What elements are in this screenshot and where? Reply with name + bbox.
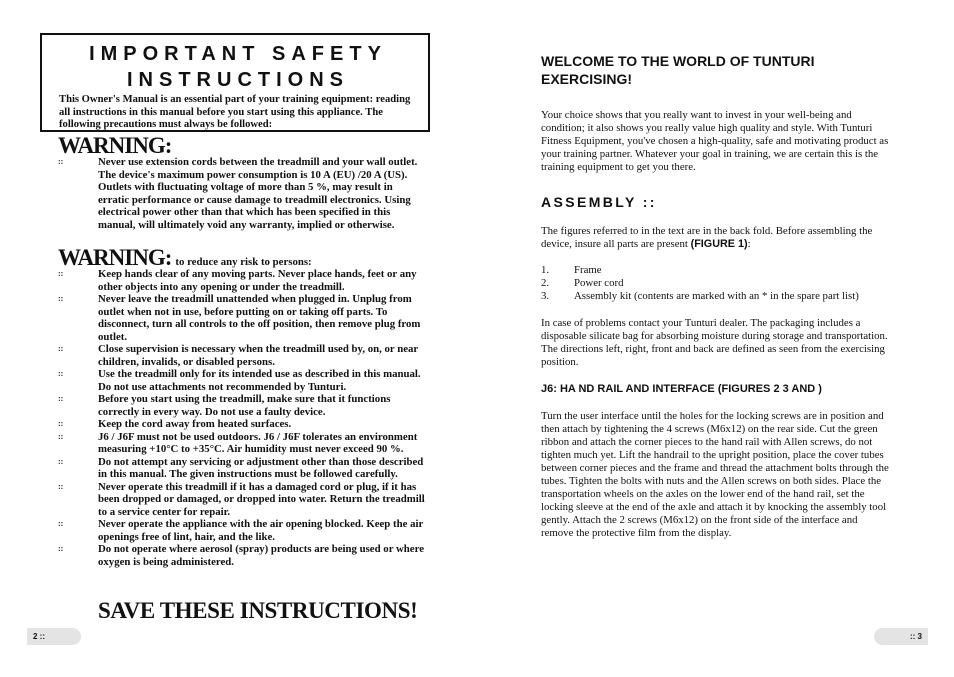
handrail-heading: J6: HA ND RAIL AND INTERFACE (FIGURES 2 3 AND ) [541,383,822,395]
bullet-marker: :: [58,344,64,353]
safety-title: IMPORTANT SAFETY INSTRUCTIONS [89,43,387,91]
bullet-marker: :: [58,369,64,378]
safety-rule [58,518,426,543]
safety-rule [58,156,426,231]
safety-rule-text: Never operate this treadmill if it has a damaged cord or plug, if it has been dropped or damaged, or dropped into water. Return the treadmill to a service center for repair. [98,480,425,518]
bullet-marker: :: [58,419,64,428]
bullet-marker: :: [58,456,64,466]
bullet-marker: :: [58,157,64,166]
safety-rule [58,543,426,568]
safety-rule [58,481,426,519]
right-page [477,0,954,677]
assembly-intro [541,225,891,251]
safety-rule-text: Do not operate where aerosol (spray) products are being used or where oxygen is being administered. [98,543,424,568]
safety-intro: This Owner's Manual is an essential part of your training equipment: reading all instructions in this manual before you start using this appliance. The following precautions must always be followed: [59,94,411,131]
safety-rule [58,343,426,368]
safety-instructions-box [40,33,430,132]
bullet-marker: :: [58,481,64,491]
parts-item-text: Frame [574,264,602,276]
parts-item-number: 1. [541,264,550,276]
safety-rule-text: Close supervision is necessary when the treadmill used by, on, or near children, invalids, or disabled persons. [98,343,419,368]
handrail-paragraph: Turn the user interface until the holes for the locking screws are in position and then attach by tightening the 4 screws (M6x12) on the rear side. Cut the green ribbon and attach the corner pieces to the hand rail with Allen screws, do not tighten much yet. Lift the handrail to the upright position, place the cover tubes between corner pieces and the frame and thread the attachment bolts through the tubes. Tighten the bolts with nuts and the Allen screws on both sides. Place the transportation wheels on the axles on the lower end of the hand rail, set the locking sleeve at the end of the axle and attach it by knocking the assembly tool gently. Attach the 2 screws (M6x12) on the front side of the interface and remove the protective film from the display. [541,410,889,539]
safety-rule [58,268,426,293]
welcome-paragraph: Your choice shows that you really want to invest in your well-being and condition; it also shows you really value high quality and style. With Tunturi Fitness Equipment, you've chosen a high-quality, safe and motivating product as your training partner. Whatever your goal in training, we are certain this is the training equipment to get you there. [541,109,889,173]
bullet-marker: :: [58,544,64,553]
safety-rule-text: Never use extension cords between the treadmill and your wall outlet. The device's maximum power consumption is 10 A (EU) /20 A (US). Outlets with fluctuating voltage of more than 5 %, may result in erratic performance or cause damage to treadmill electronics. Using electrical power other than that which has been specified in this manual, will ultimately void any warranty, implied or otherwise. [98,156,418,231]
safety-rule-text: Before you start using the treadmill, make sure that it functions correctly in every way. Do not use a faulty device. [98,393,391,418]
parts-item-number: 2. [541,277,550,289]
warning-2-list [58,268,426,568]
welcome-heading: WELCOME TO THE WORLD OF TUNTURI EXERCISING! [541,53,815,87]
parts-item-text: Assembly kit (contents are marked with an * in the spare part list) [574,290,859,302]
warning-subheading: to reduce any risk to persons: [175,256,312,268]
warning-1-list [58,156,426,231]
assembly-intro-text: The figures referred to in the text are in the back fold. Before assembling the device, insure all parts are present [541,225,873,250]
parts-list-item [541,290,901,303]
safety-rule-text: Use the treadmill only for its intended use as described in this manual. Do not use attachments not recommended by Tunturi. [98,368,421,393]
warning-heading-1 [58,134,171,158]
bullet-marker: :: [58,269,64,278]
save-instructions-title: SAVE THESE INSTRUCTIONS! [98,598,418,623]
safety-rule [58,293,426,343]
assembly-heading: ASSEMBLY :: [541,194,657,210]
safety-rule-text: Do not attempt any servicing or adjustment other than those described in this manual. The given instructions must be followed carefully. [98,455,424,480]
safety-rule-text: Keep the cord away from heated surfaces. [98,418,292,430]
safety-rule [58,393,426,418]
bullet-marker: :: [58,394,64,403]
page-number-left: 2 :: [27,628,81,645]
assembly-intro-colon: : [747,238,751,250]
safety-rule-text: J6 / J6F must not be used outdoors. J6 / J6F tolerates an environment measuring +10°C to +35°C. Air humidity must never exceed 90 %. [98,430,418,455]
bullet-marker: :: [58,294,64,303]
problems-paragraph: In case of problems contact your Tunturi dealer. The packaging includes a disposable silicate bag for absorbing moisture during storage and transportation. The directions left, right, front and back are defined as seen from the exercising position. [541,317,888,368]
parts-list-item [541,277,901,290]
safety-rule [58,456,426,481]
bullet-marker: :: [58,519,64,528]
safety-rule-text: Never leave the treadmill unattended when plugged in. Unplug from outlet when not in use, before putting on or taking off parts. To disconnect, turn all controls to the off position, then remove plug from outlet. [98,293,421,343]
page-number-right: :: 3 [874,628,928,645]
safety-rule [58,368,426,393]
safety-rule [58,418,426,431]
parts-item-text: Power cord [574,277,624,289]
safety-rule-text: Never operate the appliance with the air opening blocked. Keep the air openings free of lint, hair, and the like. [98,518,424,543]
warning-label: WARNING: [58,133,172,158]
parts-item-number: 3. [541,290,550,302]
warning-label: WARNING: [58,245,172,270]
parts-list-item [541,264,901,277]
parts-list [541,264,901,303]
safety-rule [58,431,426,456]
figure-reference: (FIGURE 1) [690,238,748,250]
safety-rule-text: Keep hands clear of any moving parts. Never place hands, feet or any other objects into any opening or under the treadmill. [98,268,417,293]
bullet-marker: :: [58,431,64,441]
